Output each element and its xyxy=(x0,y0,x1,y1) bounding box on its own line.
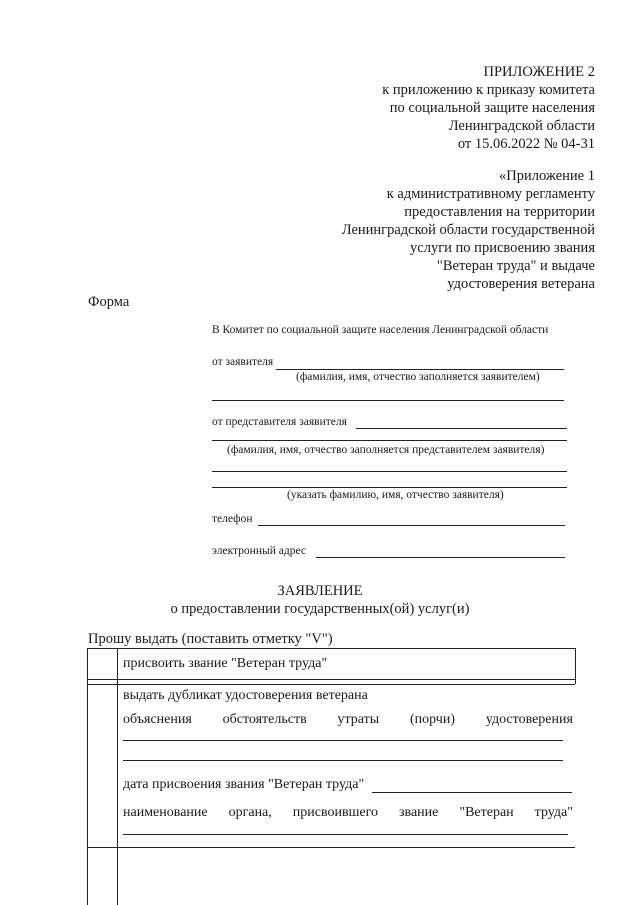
table-right-border xyxy=(575,648,576,684)
table-top-border xyxy=(87,648,575,649)
form-label: Форма xyxy=(88,294,130,310)
loss-word: объяснения xyxy=(123,712,192,727)
awarding-body-label xyxy=(123,805,573,821)
loss-explanation-line-2[interactable] xyxy=(123,760,563,761)
table-row-divider xyxy=(87,684,575,685)
request-text: Прошу выдать (поставить отметку "V") xyxy=(88,631,333,647)
appendix-date: от 15.06.2022 № 04-31 xyxy=(457,136,595,152)
representative-name-line[interactable] xyxy=(356,428,567,429)
appendix-line: по социальной защите населения xyxy=(389,100,595,116)
body-word: "Ветеран xyxy=(459,805,514,820)
applicant-name-line-2[interactable] xyxy=(212,400,564,401)
email-line[interactable] xyxy=(316,557,565,558)
applicant-name-line[interactable] xyxy=(276,369,564,370)
body-word: органа, xyxy=(228,805,272,820)
statement-subtitle: о предоставлении государственных(ой) услуг(и) xyxy=(170,601,470,617)
addressee-to: В Комитет по социальной защите населения Ленинградской области xyxy=(212,324,549,336)
email-label: электронный адрес xyxy=(212,545,306,557)
applicant-name-hint: (указать фамилию, имя, отчество заявителя) xyxy=(287,489,504,501)
table-checkbox-divider xyxy=(117,648,118,905)
phone-line[interactable] xyxy=(258,525,565,526)
applicant-hint: (фамилия, имя, отчество заполняется заявителем) xyxy=(296,371,540,383)
representative-hint: (фамилия, имя, отчество заполняется представителем заявителя) xyxy=(227,444,545,456)
appendix-line: Ленинградской области xyxy=(448,118,595,134)
appendix-ref-line: услуги по присвоению звания xyxy=(410,240,595,256)
loss-explanation-line[interactable] xyxy=(123,740,563,741)
loss-word: обстоятельств xyxy=(222,712,307,727)
option-assign-title: присвоить звание "Ветеран труда" xyxy=(123,656,328,671)
representative-name-line-2[interactable] xyxy=(212,440,567,441)
loss-explanation-label xyxy=(123,712,573,728)
appendix-ref-line: «Приложение 1 xyxy=(499,168,595,184)
body-word: труда" xyxy=(534,805,573,820)
loss-word: (порчи) xyxy=(410,712,456,727)
statement-title: ЗАЯВЛЕНИЕ xyxy=(277,583,363,599)
loss-word: удостоверения xyxy=(485,712,573,727)
appendix-ref-line: удостоверения ветерана xyxy=(447,276,595,292)
applicant-fullname-line-2[interactable] xyxy=(212,487,567,488)
appendix-ref-line: "Ветеран труда" и выдаче xyxy=(436,258,595,274)
awarding-body-line[interactable] xyxy=(123,834,568,835)
appendix-title: ПРИЛОЖЕНИЕ 2 xyxy=(483,64,595,80)
table-row-divider xyxy=(87,679,575,680)
from-applicant-label: от заявителя xyxy=(212,356,274,368)
checkbox-duplicate[interactable] xyxy=(88,686,117,886)
loss-word: утраты xyxy=(337,712,380,727)
appendix-ref-line: Ленинградской области государственной xyxy=(341,222,595,238)
appendix-ref-line: к административному регламенту xyxy=(386,186,595,202)
table-lower-border xyxy=(87,847,575,848)
from-representative-label: от представителя заявителя xyxy=(212,416,347,428)
checkbox-assign-title[interactable] xyxy=(88,649,117,679)
body-word: звание xyxy=(398,805,439,820)
appendix-ref-line: предоставления на территории xyxy=(404,204,595,220)
option-duplicate: выдать дубликат удостоверения ветерана xyxy=(123,688,368,703)
appendix-line: к приложению к приказу комитета xyxy=(382,82,595,98)
award-date-label: дата присвоения звания "Ветеран труда" xyxy=(123,777,365,792)
award-date-line[interactable] xyxy=(372,792,572,793)
body-word: присвоившего xyxy=(292,805,378,820)
applicant-fullname-line[interactable] xyxy=(212,471,567,472)
body-word: наименование xyxy=(123,805,208,820)
phone-label: телефон xyxy=(212,513,253,525)
